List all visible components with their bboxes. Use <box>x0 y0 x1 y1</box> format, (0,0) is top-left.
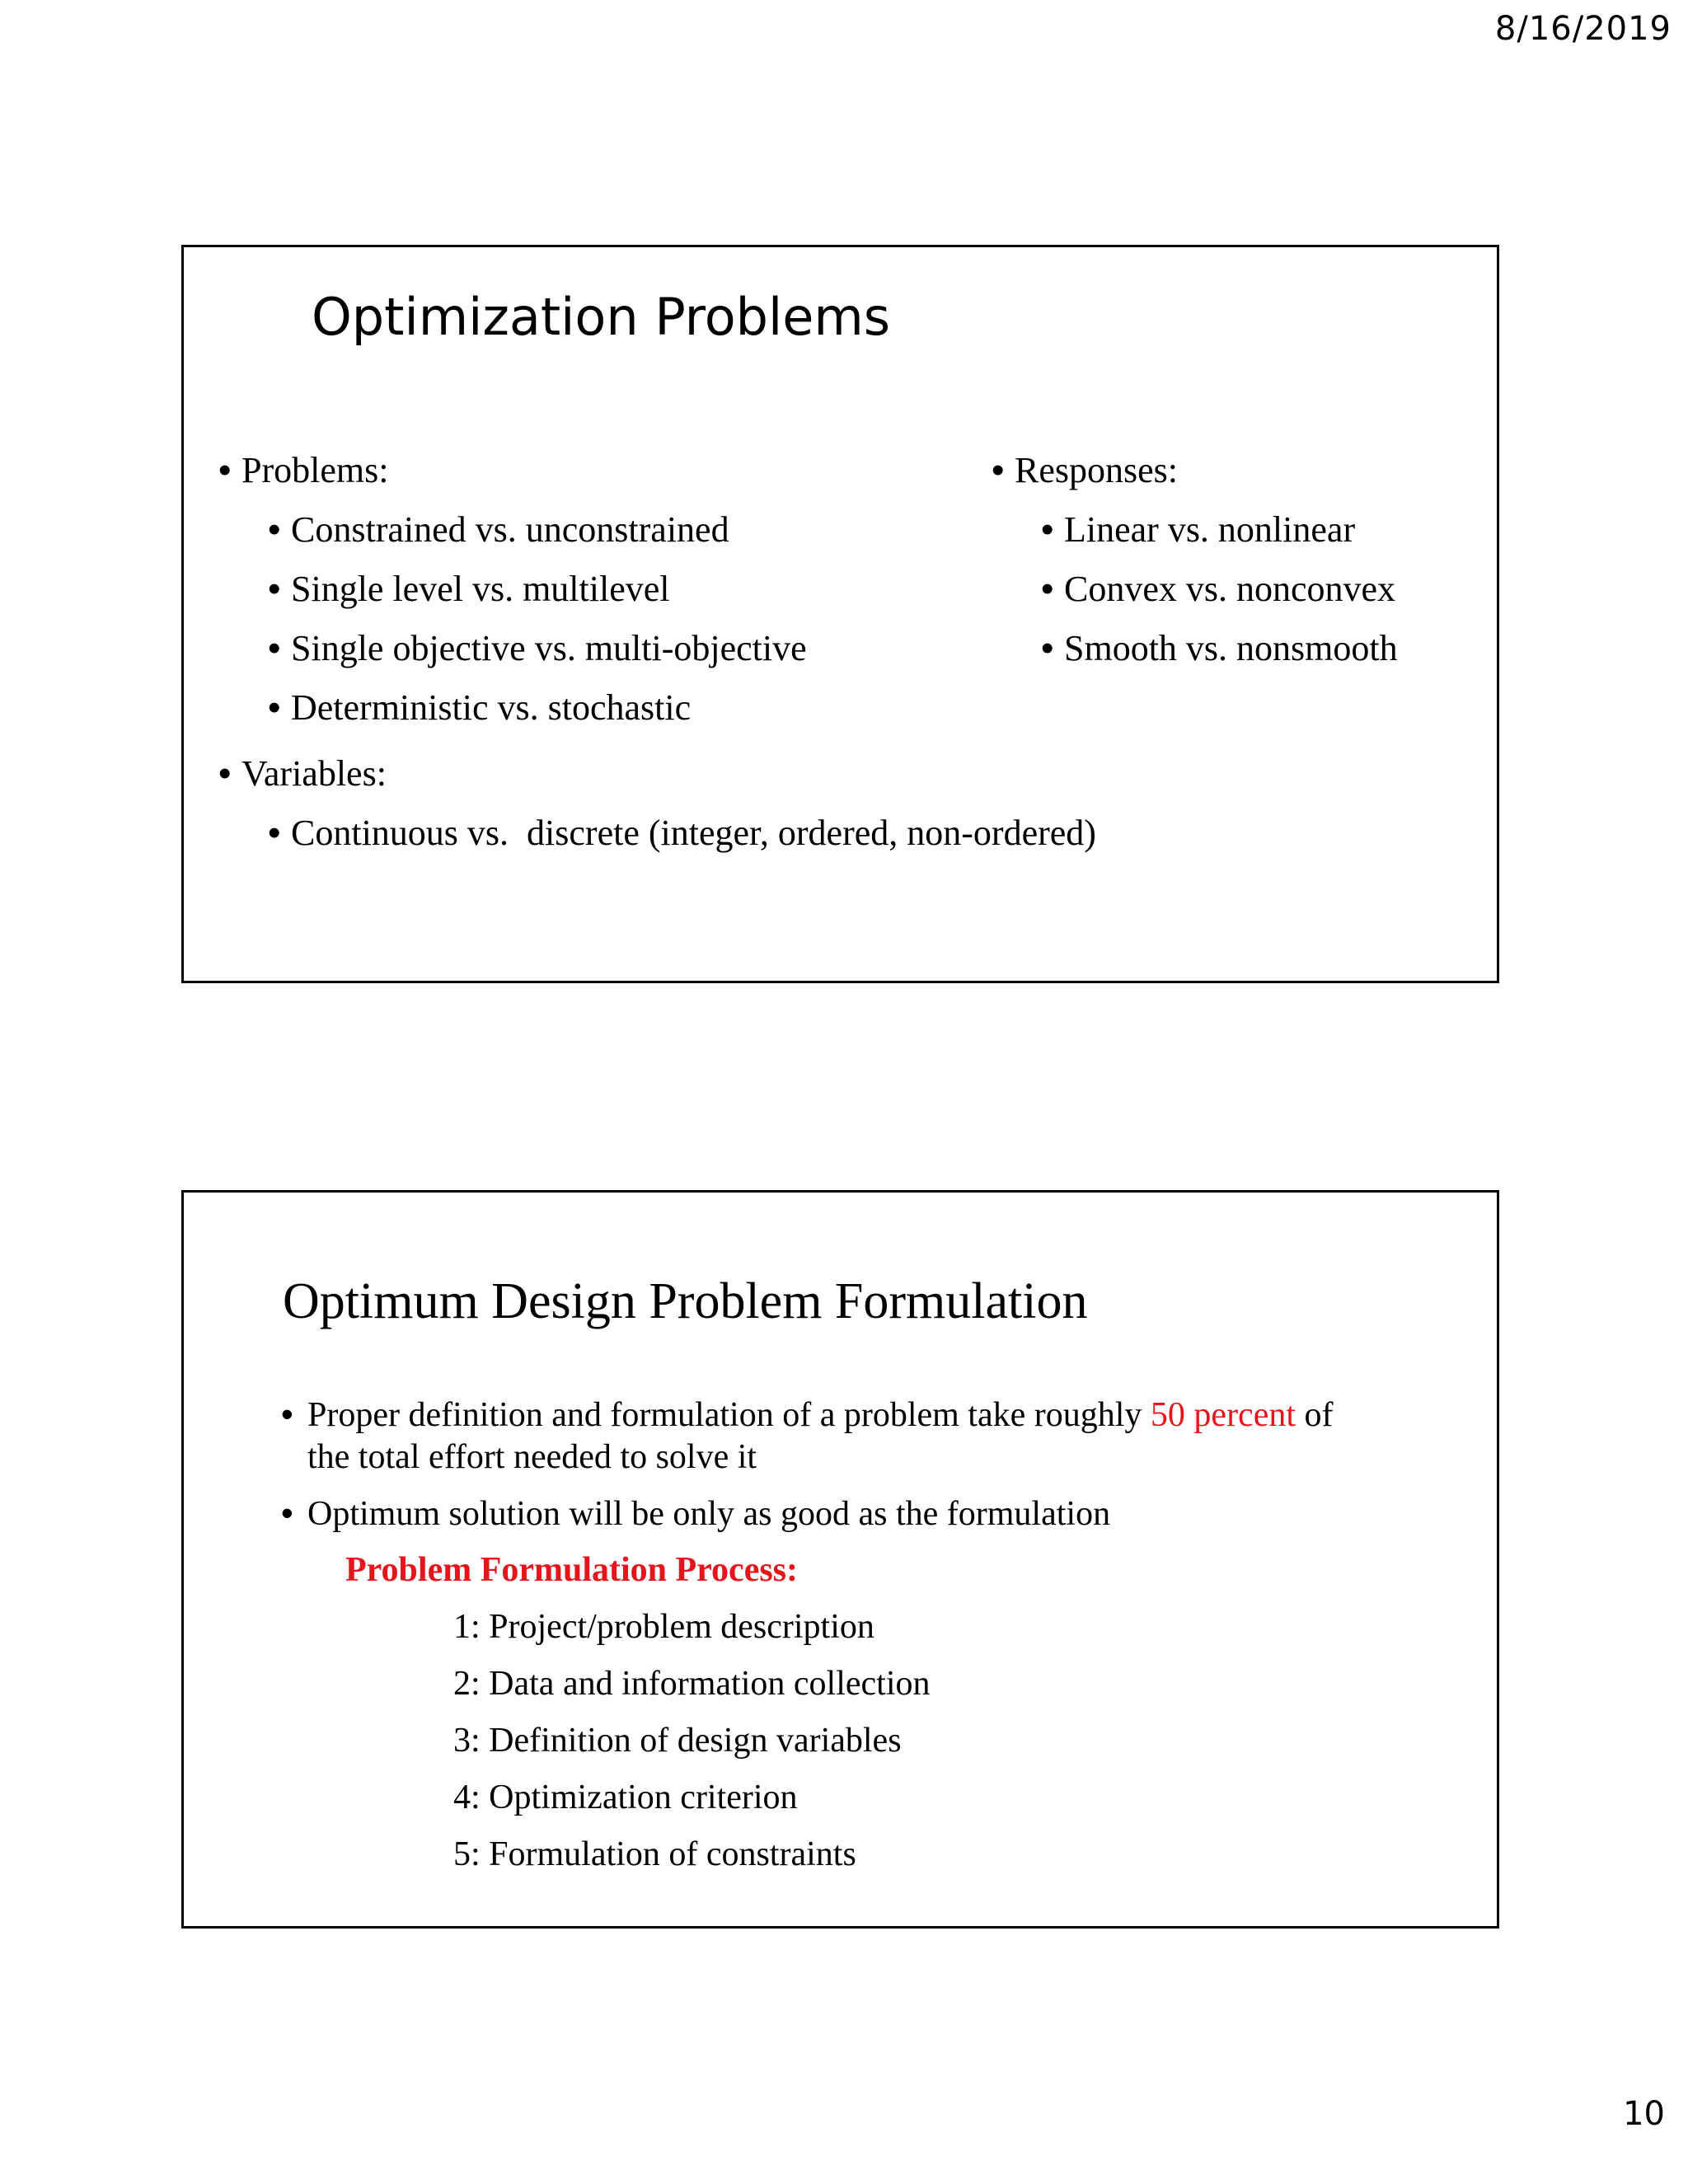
process-step: 5: Formulation of constraints <box>453 1835 856 1873</box>
bullet-icon: • <box>268 628 281 668</box>
process-step: 2: Data and information collection <box>453 1665 931 1703</box>
bullet-icon: • <box>281 1493 293 1532</box>
list-item: • Linear vs. nonlinear <box>1041 509 1356 550</box>
bullet-icon: • <box>281 1394 293 1433</box>
highlight-text: 50 percent <box>1150 1396 1296 1434</box>
bullet-icon: • <box>992 450 1005 490</box>
bullet-responses: • Responses: <box>992 450 1178 490</box>
bullet-continuation: the total effort needed to solve it <box>307 1438 757 1476</box>
process-heading: Problem Formulation Process: <box>345 1551 799 1589</box>
bullet-icon: • <box>1041 509 1054 550</box>
page-date: 8/16/2019 <box>1494 10 1672 48</box>
bullet-icon: • <box>268 569 281 609</box>
list-item: • Constrained vs. unconstrained <box>268 509 729 550</box>
bullet-variables: • Variables: <box>218 753 387 794</box>
slide-optimum-design-formulation <box>181 1190 1499 1929</box>
bullet-icon: • <box>268 687 281 728</box>
list-item: • Single level vs. multilevel <box>268 569 670 609</box>
bullet-icon: • <box>1041 628 1054 668</box>
bullet-problems: • Problems: <box>218 450 389 490</box>
slide-title: Optimization Problems <box>312 287 891 347</box>
bullet-optimum-solution: • Optimum solution will be only as good as the formulation <box>281 1493 1111 1533</box>
process-step: 4: Optimization criterion <box>453 1779 798 1816</box>
bullet-icon: • <box>218 450 232 490</box>
list-item: • Smooth vs. nonsmooth <box>1041 628 1398 668</box>
bullet-icon: • <box>268 509 281 550</box>
bullet-icon: • <box>268 813 281 853</box>
bullet-icon: • <box>218 753 232 794</box>
page-number: 10 <box>1623 2095 1665 2133</box>
list-item: • Single objective vs. multi-objective <box>268 628 807 668</box>
bullet-icon: • <box>1041 569 1054 609</box>
list-item: • Deterministic vs. stochastic <box>268 687 692 728</box>
slide-optimization-problems <box>181 245 1499 983</box>
bullet-proper-definition: • Proper definition and formulation of a problem take roughly 50 percent of <box>281 1394 1334 1434</box>
process-step: 1: Project/problem description <box>453 1608 874 1646</box>
process-step: 3: Definition of design variables <box>453 1722 902 1760</box>
slide-title: Optimum Design Problem Formulation <box>283 1273 1088 1329</box>
list-item: • Convex vs. nonconvex <box>1041 569 1396 609</box>
list-item: • Continuous vs. discrete (integer, ordered, non-ordered) <box>268 813 1096 853</box>
